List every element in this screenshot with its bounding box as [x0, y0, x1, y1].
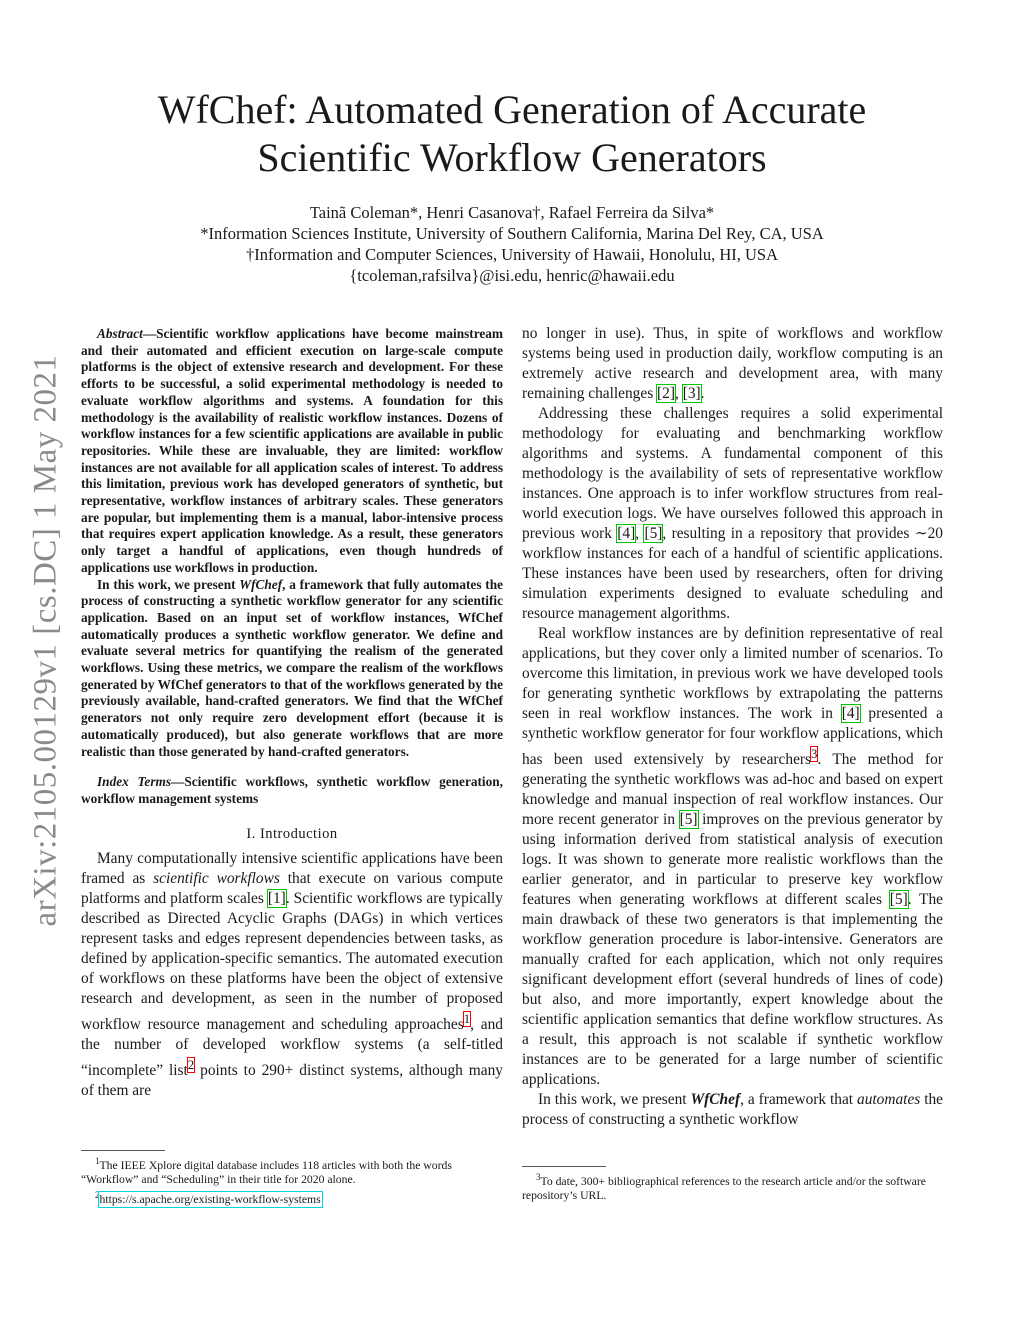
footnote-1	[81, 1154, 503, 1188]
title-line-1: WfChef: Automated Generation of Accurate	[157, 87, 867, 132]
right-column	[522, 324, 943, 1130]
intro-text-d: , and the number of developed workflow systems (a self-titled “incomplete” list	[81, 1015, 503, 1079]
abstract-text-1: —Scientific workflow applications have become mainstream and their automated and efficient execution on large-scale compute platforms is the object of extensive research and development. For these efforts to be successful, a solid experimental methodology is needed to evaluate workflow algorithms and systems. A foundation for this methodology is the availability of realistic workflow instances. Dozens of workflow instances for a few scientific applications are available in public repositories. While these are invaluable, they are limited: workflow instances are not available for all application scales of interest. To address this limitation, previous work has developed generators of synthetic, but representative, workflow instances of arbitrary scales. These generators are popular, but implementing them is a manual, labor-intensive process that requires expert application knowledge. As a result, these generators only target a handful of applications, even though hundreds of applications use workflows in production.	[81, 326, 503, 575]
arxiv-identifier-text: arXiv:2105.00129v1 [cs.DC] 1 May 2021	[27, 353, 64, 927]
rp3-text-c: . The method for generating the synthetic workflows was ad-hoc and based on expert knowledge and manual inspection of real workflow instances. Our more recent generator in	[522, 751, 943, 829]
footnote-2	[81, 1188, 503, 1207]
abstract-paragraph-2	[81, 577, 503, 761]
citation-link-3[interactable]: [3]	[682, 385, 701, 402]
author-emails: {tcoleman,rafsilva}@isi.edu, henric@hawaii.edu	[349, 266, 675, 285]
author-names: Tainã Coleman*, Henri Casanova†, Rafael Ferreira da Silva*	[309, 203, 715, 222]
footnote-3	[522, 1170, 943, 1204]
rp4-text-c: the process of constructing a synthetic workflow	[522, 1091, 943, 1129]
left-column	[81, 326, 503, 1101]
affiliation-hawaii: †Information and Computer Sciences, University of Hawaii, Honolulu, HI, USA	[245, 245, 779, 264]
rp3-text-a: Real workflow instances are by definition representative of real applications, but they cover only a limited number of scenarios. To overcome this limitation, in previous work we have developed tools for generating synthetic workflows by extrapolating the patterns seen in real workflow instances. The work in	[522, 625, 943, 722]
abstract-text-2b: , a framework that fully automates the process of constructing a synthetic workflow generator for any scientific application. Based on an input set of workflow instances, WfChef automatically produces a synthetic workflow generator. We define and evaluate several metrics for quantifying the realism of the generated workflows. Using these metrics, we compare the realism of the workflows generated by WfChef generators to that of the workflows generated by the previously available, hand-crafted generators. We find that the WfChef generators not only require zero development effort (because it is automatically produced), but also generate workflows that are more realistic than those generated by hand-crafted generators.	[81, 576, 503, 759]
citation-link-5[interactable]: [5]	[644, 525, 663, 542]
section-heading-introduction: I. Introduction	[246, 825, 338, 842]
rp1-text-b: ,	[675, 385, 683, 402]
footnotes-right	[522, 1170, 943, 1204]
index-terms-label: Index Terms	[97, 774, 172, 790]
citation-link-5b[interactable]: [5]	[679, 811, 698, 829]
affiliation-usc: *Information Sciences Institute, University of Southern California, Marina Del Rey, CA, USA	[200, 224, 824, 243]
rp3-text-d: improves on the previous generator by using information derived from statistical analysis of execution logs. It was shown to generate more realistic workflows than the earlier generator, and in particular to preserve key workflow features when generating workflows at different scales	[522, 811, 943, 909]
abstract-label: Abstract	[97, 326, 143, 341]
rp3-text-e: . The main drawback of these two generators is that implementing the workflow generation procedure is labor-intensive. Generators are manually crafted for each application, which not only requires significant development effort (several hundreds of lines of code) but also, and more importantly, expert knowledge about the scientific application semantics that define workflow structures. As a result, this approach is not scalable if synthetic workflow instances are to be generated for a large number of scientific applications.	[522, 891, 943, 1089]
footnote-link-1[interactable]: 1	[463, 1011, 471, 1026]
rp2-text-b: ,	[635, 525, 645, 542]
footnote-link-2[interactable]: 2	[187, 1057, 195, 1072]
footnote-1-number: 1	[95, 1156, 100, 1166]
citation-link-2[interactable]: [2]	[657, 385, 675, 402]
right-paragraph-3	[522, 624, 943, 1090]
rp2-text-c: , resulting in a repository that provides ∼20 workflow instances for each of a handful of scientific applications. These instances have been used by researchers, often for driving simulation experiments designed to evaluate scheduling and resource management algorithms.	[522, 525, 943, 622]
rp1-text-a: no longer in use). Thus, in spite of workflows and workflow systems being used in production daily, workflow computing is an extremely active research and development area, with many remaining challenges	[522, 325, 943, 402]
arxiv-identifier	[22, 350, 70, 930]
index-terms-text: —Scientific workflows, synthetic workflow generation, workflow management systems	[81, 774, 503, 806]
paper-title	[100, 86, 924, 182]
citation-link-1[interactable]: [1]	[267, 889, 286, 907]
right-paragraph-1	[522, 324, 943, 404]
abstract-paragraph-1	[81, 326, 503, 577]
framework-name-body: WfChef	[690, 1091, 741, 1109]
abstract-text-2a: In this work, we present	[97, 576, 240, 592]
rp4-emphasis: automates	[857, 1091, 921, 1109]
right-paragraph-2	[522, 404, 943, 624]
rp3-text-b: presented a synthetic workflow generator for four workflow applications, which has been used extensively by researchers	[522, 705, 943, 769]
rp1-text-c: .	[700, 385, 705, 402]
intro-text-e: points to 290+ distinct systems, although many of them are	[81, 1061, 503, 1099]
intro-paragraph-1	[81, 849, 503, 1101]
footnote-2-number: 2	[95, 1189, 100, 1200]
footnote-1-text: The IEEE Xplore digital database includes 118 articles with both the words “Workflow” and “Scheduling” in their title for 2020 alone.	[81, 1158, 452, 1187]
footnote-link-3[interactable]: 3	[811, 747, 818, 761]
footnote-3-number: 3	[536, 1172, 541, 1182]
author-block	[100, 202, 924, 286]
intro-text-a: Many computationally intensive scientific applications have been framed as	[81, 849, 503, 887]
footnote-divider-right	[522, 1166, 606, 1167]
intro-text-c: . Scientific workflows are typically described as Directed Acyclic Graphs (DAGs) in which vertices represent tasks and edges represent dependencies between tasks, as defined by application-specific semantics. The automated execution of workflows on these platforms have been the object of extensive research and development, as seen in the number of proposed workflow resource management and scheduling approaches	[81, 889, 504, 1033]
intro-emphasis: scientific workflows	[153, 869, 280, 887]
footnote-2-url-link[interactable]: https://s.apache.org/existing-workflow-systems	[99, 1192, 321, 1206]
right-paragraph-4	[522, 1090, 943, 1130]
rp4-text-b: , a framework that	[740, 1091, 857, 1109]
footnote-divider-left	[81, 1150, 165, 1151]
citation-link-4[interactable]: [4]	[617, 525, 636, 542]
rp2-text-a: Addressing these challenges requires a solid experimental methodology for evaluating and benchmarking workflow algorithms and systems. A fundamental component of this methodology is the availability of sets of representative workflow instances. One approach is to infer workflow structures from real-world execution logs. We have ourselves followed this approach in previous work	[522, 405, 943, 542]
framework-name: WfChef	[239, 576, 283, 592]
intro-text-b: that execute on various compute platforms and platform scales	[81, 869, 503, 907]
footnote-3-text: To date, 300+ bibliographical references to the research article and/or the software repository’s URL.	[522, 1174, 926, 1203]
rp4-text-a: In this work, we present	[538, 1091, 691, 1109]
footnotes-left	[81, 1154, 503, 1207]
index-terms	[81, 774, 503, 807]
title-line-2: Scientific Workflow Generators	[257, 135, 767, 180]
citation-link-5c[interactable]: [5]	[889, 891, 908, 909]
citation-link-4b[interactable]: [4]	[841, 705, 860, 722]
